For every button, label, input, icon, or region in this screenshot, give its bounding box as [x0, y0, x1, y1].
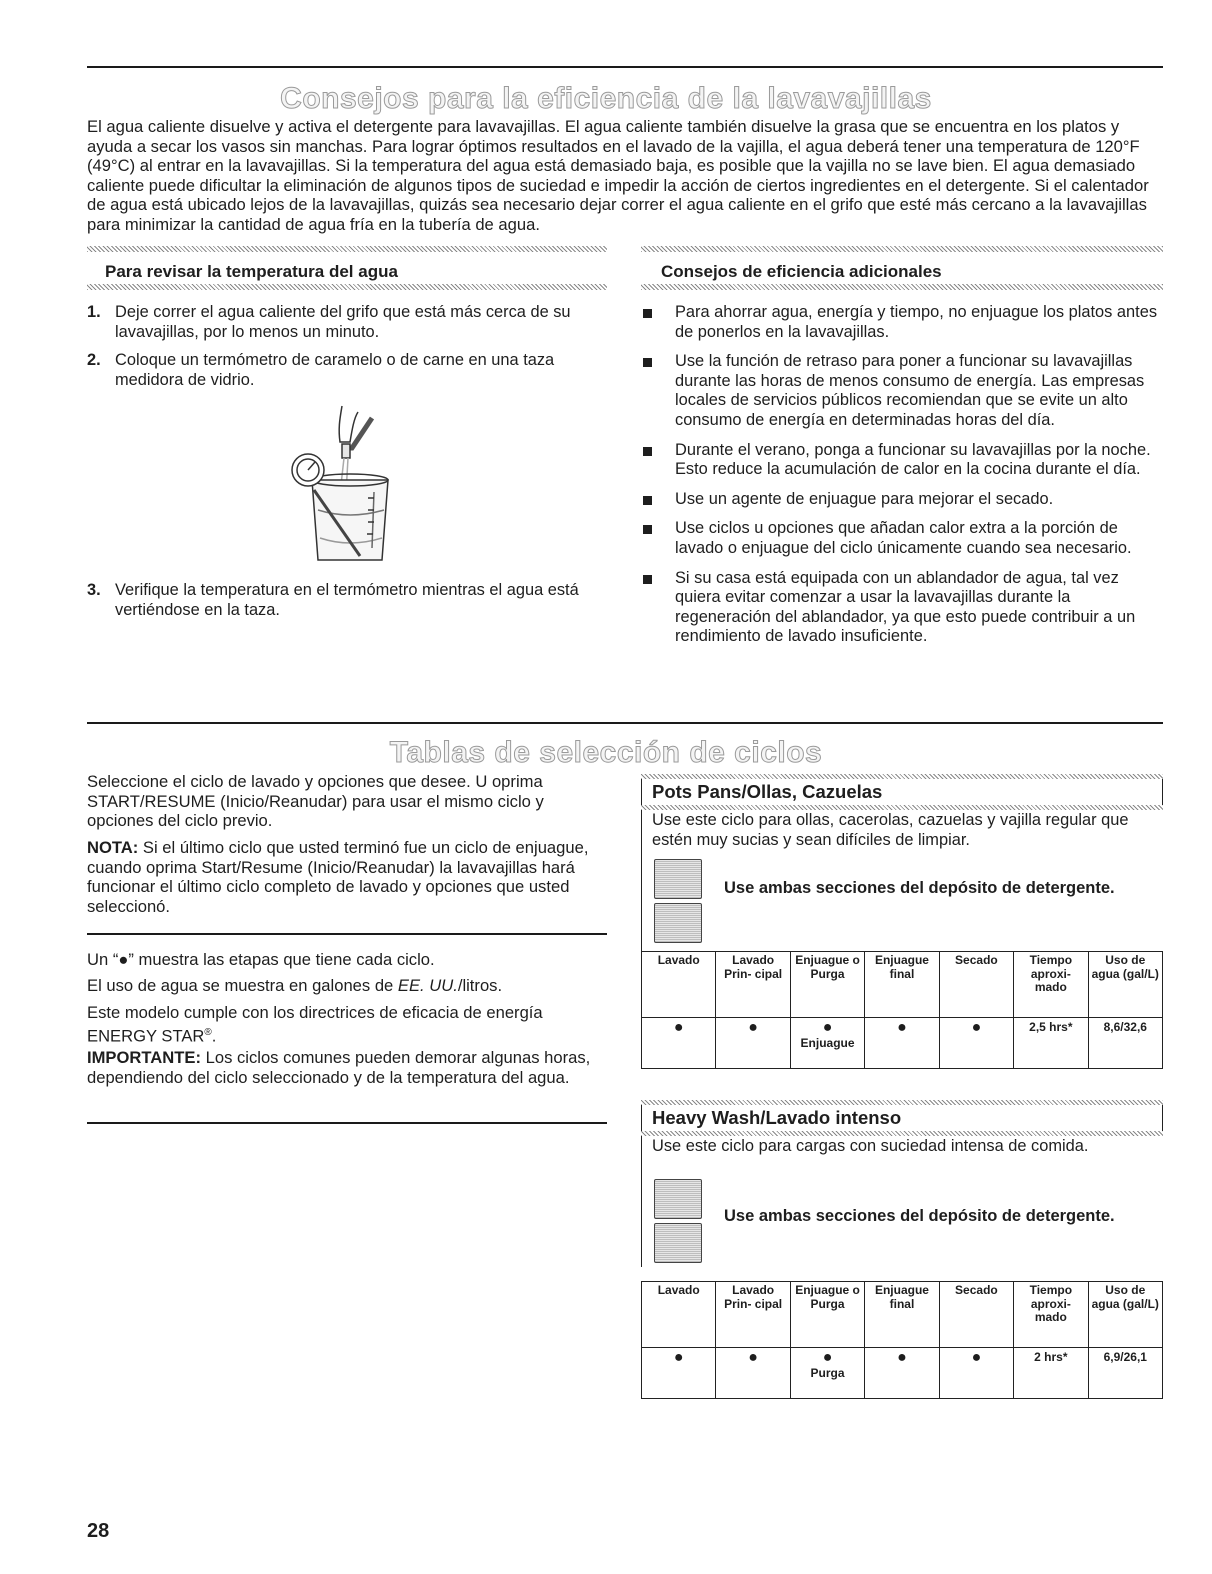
cycle-table [641, 951, 1163, 1069]
middle-rule [87, 722, 1163, 724]
tip-item: Para ahorrar agua, energía y tiempo, no enjuague los platos antes de ponerlos en la lavavajillas. [641, 303, 1163, 342]
efficiency-title: Consejos para la eficiencia de la lavavajillas [280, 82, 932, 115]
table-cell: ● [642, 1018, 716, 1069]
table-cell: ● [939, 1018, 1013, 1069]
important-note: IMPORTANTE: Los ciclos comunes pueden demorar algunas horas, dependiendo del ciclo seleccionado y de la temperatura del agua. [87, 1048, 591, 1087]
table-header: Lavado [642, 1282, 716, 1348]
cycle-pots-pans [641, 778, 1163, 1069]
dot-symbol: ● [118, 950, 129, 969]
left-hatch-bottom [87, 284, 607, 290]
tip-item: Use un agente de enjuague para mejorar el secado. [641, 490, 1163, 510]
detergent-cup-icon [654, 859, 702, 899]
table-cell: 2,5 hrs* [1014, 1018, 1088, 1069]
table-header: Enjuague o Purga [790, 1282, 864, 1348]
table-header-row [642, 952, 1163, 1018]
additional-tips-heading: Consejos de eficiencia adicionales [661, 262, 942, 281]
step-item: 1. Deje correr el agua caliente del grifo que está más cerca de su lavavajillas, por lo menos un minuto. [87, 303, 571, 341]
right-hatch-top [641, 246, 1163, 252]
table-header: Uso de agua (gal/L) [1088, 952, 1162, 1018]
cycles-note: NOTA: Si el último ciclo que usted terminó fue un ciclo de enjuague, cuando oprima Start/Resume (Inicio/Reanudar) la lavavajillas hará funcionar el último ciclo completo de lavado y opciones que usted seleccionó. [87, 838, 589, 916]
table-cell: ● Purga [790, 1348, 864, 1399]
table-cell: ● [865, 1018, 939, 1069]
detergent-cup-icon [654, 903, 702, 943]
table-header: Secado [939, 1282, 1013, 1348]
table-cell: ● [642, 1348, 716, 1399]
left-hatch-top [87, 246, 607, 252]
detergent-instruction: Use ambas secciones del depósito de detergente. [724, 879, 1115, 897]
table-row [642, 1348, 1163, 1399]
detergent-instruction: Use ambas secciones del depósito de detergente. [724, 1207, 1115, 1225]
table-cell: ● [716, 1348, 790, 1399]
check-temp-final-step [87, 581, 607, 629]
detergent-cup-icon [654, 1179, 702, 1219]
thermometer-cup-illustration [282, 398, 410, 568]
table-row [642, 1018, 1163, 1069]
table-header: Lavado [642, 952, 716, 1018]
table-cell: ● [865, 1348, 939, 1399]
cycle-heavy-wash [641, 1104, 1163, 1399]
dot-legend: Un “●” muestra las etapas que tiene cada ciclo. [87, 950, 435, 969]
tip-item: Durante el verano, ponga a funcionar su lavavajillas por la noche. Esto reduce la acumulación de calor en la cocina durante el día. [641, 441, 1163, 480]
energy-star-note: Este modelo cumple con los directrices de eficacia de energía ENERGY STAR®. [87, 1003, 543, 1046]
detergent-row [641, 851, 1163, 951]
table-header: Lavado Prin- cipal [716, 1282, 790, 1348]
additional-tips-list [641, 303, 1163, 657]
table-header: Enjuague o Purga [790, 952, 864, 1018]
top-rule [87, 66, 1163, 68]
table-header: Enjuague final [865, 952, 939, 1018]
table-cell: ● [939, 1348, 1013, 1399]
table-header: Tiempo aproxi- mado [1014, 952, 1088, 1018]
cycle-description: Use este ciclo para ollas, cacerolas, cazuelas y vajilla regular que estén muy sucias y sean difíciles de limpiar. [641, 805, 1163, 851]
left-column-rule-2 [87, 1122, 607, 1124]
step-item: 3. Verifique la temperatura en el termómetro mientras el agua está vertiéndose en la taza. [87, 581, 579, 619]
table-header-row [642, 1282, 1163, 1348]
tip-item: Si su casa está equipada con un ablandador de agua, tal vez quiera evitar comenzar a usar la lavavajillas durante la regeneración del ablandador, ya que esto puede contribuir a un rendimiento de lavado insuficiente. [641, 569, 1163, 647]
table-header: Secado [939, 952, 1013, 1018]
cycle-description: Use este ciclo para cargas con suciedad intensa de comida. [641, 1131, 1163, 1167]
cycle-table [641, 1281, 1163, 1399]
page-number: 28 [87, 1520, 110, 1542]
table-cell: 2 hrs* [1014, 1348, 1088, 1399]
tip-item: Use ciclos u opciones que añadan calor extra a la porción de lavado o enjuague del ciclo únicamente cuando sea necesario. [641, 519, 1163, 558]
check-temp-heading: Para revisar la temperatura del agua [105, 262, 398, 281]
cycles-intro: Seleccione el ciclo de lavado y opciones que desee. U oprima START/RESUME (Inicio/Reanudar) para usar el mismo ciclo y opciones del ciclo previo. [87, 772, 544, 831]
step-item: 2. Coloque un termómetro de caramelo o de carne en una taza medidora de vidrio. [87, 351, 555, 389]
water-usage-note: El uso de agua se muestra en galones de EE. UU./litros. [87, 976, 503, 995]
cycle-name: Pots Pans/Ollas, Cazuelas [641, 778, 1163, 805]
table-cell: 6,9/26,1 [1088, 1348, 1162, 1399]
table-cell: 8,6/32,6 [1088, 1018, 1162, 1069]
cycle-name: Heavy Wash/Lavado intenso [641, 1104, 1163, 1131]
cycles-title: Tablas de selección de ciclos [389, 736, 823, 769]
table-cell: ● [716, 1018, 790, 1069]
detergent-cup-icon [654, 1223, 702, 1263]
detergent-row [641, 1167, 1163, 1267]
table-header: Lavado Prin- cipal [716, 952, 790, 1018]
table-header: Uso de agua (gal/L) [1088, 1282, 1162, 1348]
right-hatch-bottom [641, 284, 1163, 290]
check-temp-steps [87, 303, 607, 399]
table-cell: ● Enjuague [790, 1018, 864, 1069]
left-column-rule-1 [87, 933, 607, 935]
efficiency-intro: El agua caliente disuelve y activa el detergente para lavavajillas. El agua caliente también disuelve la grasa que se encuentra en los platos y ayuda a secar los vasos sin manchas. Para lograr óptimos resultados en el lavado de la vajilla, el agua deberá tener una temperatura de 120°F (49°C) al entrar en la lavavajillas. Si la temperatura del agua está demasiado baja, es posible que la vajilla no se lave bien. El agua demasiado caliente puede dificultar la eliminación de algunos tipos de suciedad e impedir la acción de ciertos ingredientes en el detergente. Si el calentador de agua está ubicado lejos de la lavavajillas, quizás sea necesario dejar correr el agua caliente en el grifo que esté más cercano a la lavavajillas para minimizar la cantidad de agua fría en la tubería de agua. [87, 117, 1149, 234]
tip-item: Use la función de retraso para poner a funcionar su lavavajillas durante las horas de menos consumo de energía. Las empresas locales de servicios públicos recomiendan que se evite un alto consumo de energía en determinadas horas del día. [641, 352, 1163, 430]
table-header: Enjuague final [865, 1282, 939, 1348]
table-header: Tiempo aproxi- mado [1014, 1282, 1088, 1348]
